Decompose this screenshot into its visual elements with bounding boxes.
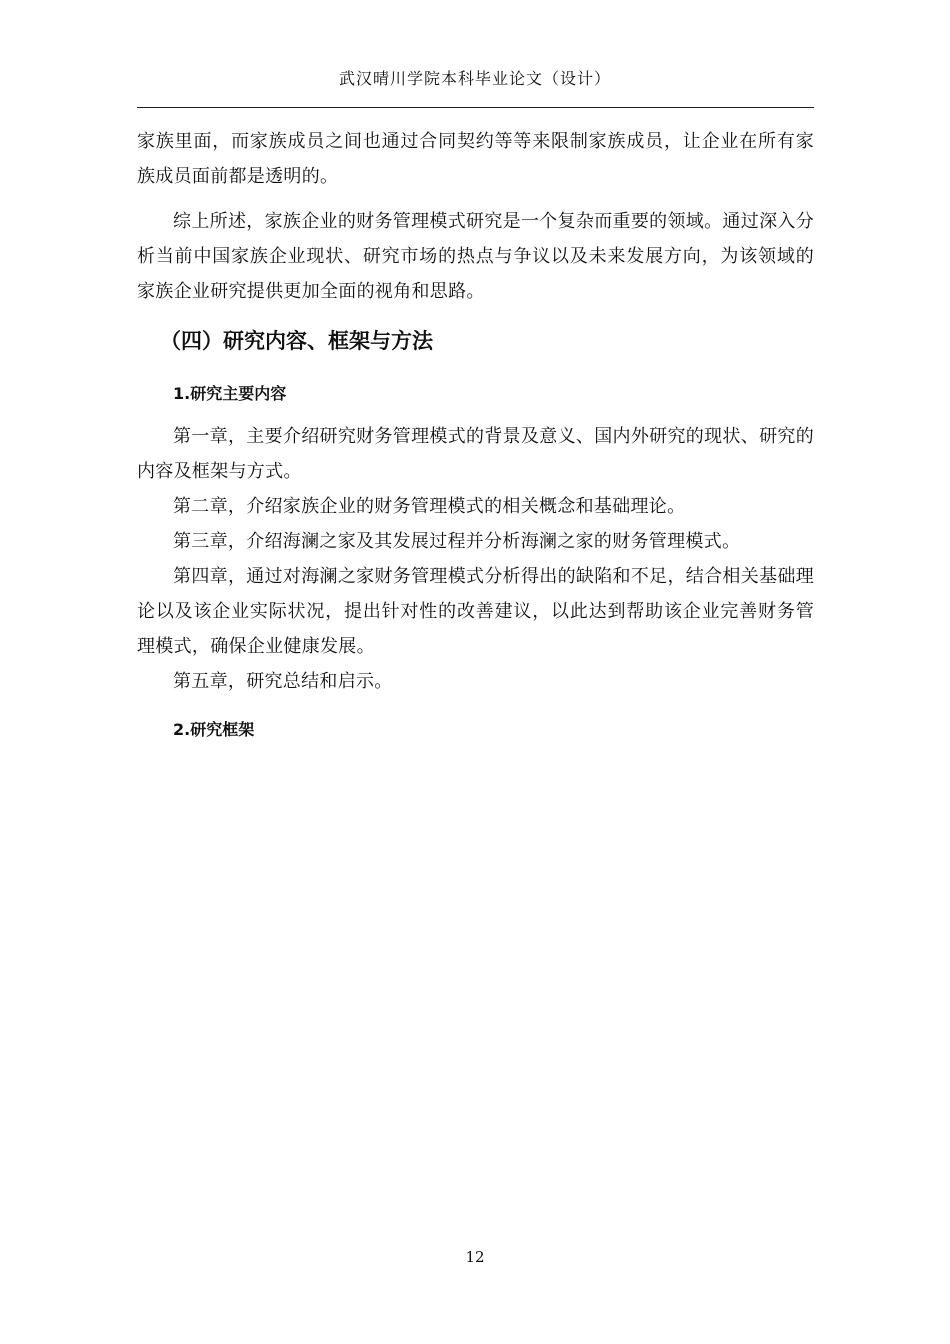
chapter-item-1: 第一章，主要介绍研究财务管理模式的背景及意义、国内外研究的现状、研究的内容及框架与方式。	[137, 426, 814, 482]
chapter-item-4: 第四章，通过对海澜之家财务管理模式分析得出的缺陷和不足，结合相关基础理论以及该企业实际状况，提出针对性的改善建议，以此达到帮助该企业完善财务管理模式，确保企业健康发展。	[137, 566, 814, 657]
subsection-heading-framework: 2.研究框架	[173, 720, 255, 739]
page-body	[137, 124, 814, 755]
paragraph-continuation: 家族里面，而家族成员之间也通过合同契约等等来限制家族成员，让企业在所有家族成员面前都是透明的。	[137, 131, 814, 187]
page-number: 12	[465, 1248, 485, 1266]
chapter-item-2: 第二章，介绍家族企业的财务管理模式的相关概念和基础理论。	[173, 496, 686, 517]
paragraph-summary: 综上所述，家族企业的财务管理模式研究是一个复杂而重要的领域。通过深入分析当前中国家族企业现状、研究市场的热点与争议以及未来发展方向，为该领域的家族企业研究提供更加全面的视角和思路。	[137, 211, 814, 302]
page-header-title: 武汉晴川学院本科毕业论文（设计）	[338, 69, 611, 88]
chapter-item-3: 第三章，介绍海澜之家及其发展过程并分析海澜之家的财务管理模式。	[173, 531, 741, 552]
subsection-heading-content: 1.研究主要内容	[173, 384, 287, 403]
chapter-item-5: 第五章，研究总结和启示。	[173, 671, 393, 692]
section-heading: （四）研究内容、框架与方法	[160, 329, 433, 353]
header-divider	[137, 107, 814, 108]
